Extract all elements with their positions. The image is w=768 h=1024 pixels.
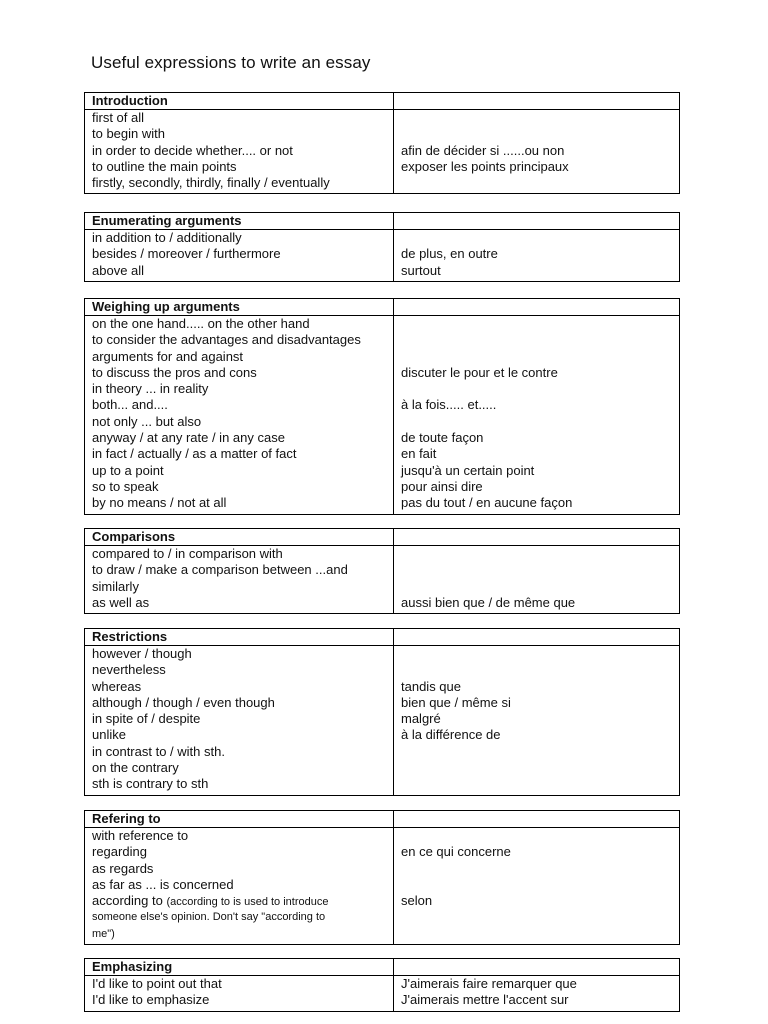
expression-en: as far as ... is concerned bbox=[92, 876, 234, 892]
expression-fr bbox=[401, 926, 679, 942]
expression-en: above all bbox=[92, 262, 145, 278]
section-heading: Introduction bbox=[85, 93, 394, 110]
expression-en: compared to / in comparison with bbox=[92, 546, 283, 561]
expression-fr: surtout bbox=[401, 262, 441, 278]
section-comparisons bbox=[84, 528, 680, 614]
expression-fr bbox=[401, 110, 679, 126]
expression-fr: aussi bien que / de même que bbox=[401, 594, 576, 610]
expression-fr bbox=[401, 744, 679, 760]
expression-fr: discuter le pour et le contre bbox=[401, 364, 558, 380]
expression-en-with-note bbox=[92, 893, 393, 909]
expression-en: anyway / at any rate / in any case bbox=[92, 430, 285, 446]
english-column bbox=[85, 546, 394, 614]
expression-en: according to bbox=[92, 893, 167, 909]
section-restrictions bbox=[84, 628, 680, 796]
french-column bbox=[394, 110, 680, 194]
section-heading: Restrictions bbox=[85, 629, 394, 646]
expression-fr bbox=[401, 776, 679, 792]
expression-fr bbox=[401, 662, 679, 678]
expression-fr: bien que / même si bbox=[401, 694, 511, 710]
usage-note-continued: someone else's opinion. Don't say "according to bbox=[92, 911, 326, 924]
expression-en: by no means / not at all bbox=[92, 495, 227, 511]
expression-fr: pour ainsi dire bbox=[401, 478, 483, 494]
expression-fr: en ce qui concerne bbox=[401, 844, 511, 860]
expression-en: first of all bbox=[92, 110, 145, 125]
usage-note-continued: me") bbox=[92, 927, 115, 940]
french-column bbox=[394, 828, 680, 945]
expression-fr bbox=[401, 562, 679, 578]
expression-en: in contrast to / with sth. bbox=[92, 743, 225, 759]
expression-en: to discuss the pros and cons bbox=[92, 364, 257, 380]
expression-en: I'd like to point out that bbox=[92, 976, 222, 991]
expression-fr bbox=[401, 126, 679, 142]
expression-fr bbox=[401, 760, 679, 776]
expression-en: so to speak bbox=[92, 478, 159, 494]
expression-en: in order to decide whether.... or not bbox=[92, 142, 293, 158]
expression-fr: afin de décider si ......ou non bbox=[401, 142, 565, 158]
expression-fr: en fait bbox=[401, 446, 437, 462]
english-column bbox=[85, 828, 394, 945]
expression-fr: jusqu'à un certain point bbox=[401, 462, 535, 478]
english-column bbox=[85, 230, 394, 282]
expression-en: to consider the advantages and disadvantages bbox=[92, 332, 361, 348]
expression-fr bbox=[401, 546, 679, 562]
expression-en: similarly bbox=[92, 578, 139, 594]
expression-fr bbox=[401, 316, 679, 332]
expression-fr bbox=[401, 646, 679, 662]
expression-en: arguments for and against bbox=[92, 348, 244, 364]
expression-fr bbox=[401, 230, 679, 246]
expression-fr: à la fois..... et..... bbox=[401, 397, 497, 413]
expression-fr: à la différence de bbox=[401, 727, 501, 743]
page-title: Useful expressions to write an essay bbox=[91, 53, 371, 72]
expression-fr bbox=[401, 332, 679, 348]
expression-en: nevertheless bbox=[92, 662, 166, 678]
expression-fr: malgré bbox=[401, 711, 441, 727]
expression-en: besides / moreover / furthermore bbox=[92, 246, 281, 262]
expression-en: unlike bbox=[92, 727, 126, 743]
expression-en: in addition to / additionally bbox=[92, 230, 242, 245]
french-column bbox=[394, 976, 680, 1012]
expression-en: as well as bbox=[92, 594, 150, 610]
expression-fr bbox=[401, 381, 679, 397]
section-emphasizing bbox=[84, 958, 680, 1012]
expression-en: on the contrary bbox=[92, 760, 179, 776]
section-heading: Enumerating arguments bbox=[85, 213, 394, 230]
expression-fr: J'aimerais mettre l'accent sur bbox=[401, 992, 569, 1008]
expression-en: to draw / make a comparison between ...and bbox=[92, 562, 348, 578]
expression-fr: selon bbox=[401, 893, 433, 909]
expression-en: not only ... but also bbox=[92, 413, 202, 429]
expression-en: although / though / even though bbox=[92, 694, 275, 710]
expression-fr: tandis que bbox=[401, 678, 461, 694]
french-column bbox=[394, 316, 680, 515]
section-heading: Refering to bbox=[85, 811, 394, 828]
expression-en: I'd like to emphasize bbox=[92, 992, 210, 1008]
french-column bbox=[394, 230, 680, 282]
section-heading: Comparisons bbox=[85, 529, 394, 546]
expression-fr bbox=[401, 909, 679, 925]
expression-fr: J'aimerais faire remarquer que bbox=[401, 976, 577, 991]
expression-en: whereas bbox=[92, 678, 142, 694]
section-heading: Weighing up arguments bbox=[85, 299, 394, 316]
section-weighing-up-arguments bbox=[84, 298, 680, 515]
english-column bbox=[85, 646, 394, 796]
expression-fr: exposer les points principaux bbox=[401, 158, 569, 174]
expression-en: in spite of / despite bbox=[92, 711, 201, 727]
section-enumerating-arguments bbox=[84, 212, 680, 282]
expression-fr bbox=[401, 861, 679, 877]
english-column bbox=[85, 976, 394, 1012]
expression-en: regarding bbox=[92, 844, 147, 860]
english-column bbox=[85, 110, 394, 194]
french-column bbox=[394, 646, 680, 796]
expression-fr bbox=[401, 828, 679, 844]
expression-en: in fact / actually / as a matter of fact bbox=[92, 446, 297, 462]
section-heading: Emphasizing bbox=[85, 959, 394, 976]
expression-en: to begin with bbox=[92, 126, 165, 142]
expression-en: firstly, secondly, thirdly, finally / eventually bbox=[92, 175, 330, 191]
expression-fr: de plus, en outre bbox=[401, 246, 498, 262]
expression-en: up to a point bbox=[92, 462, 164, 478]
expression-en: both... and.... bbox=[92, 397, 168, 413]
english-column bbox=[85, 316, 394, 515]
section-introduction bbox=[84, 92, 680, 194]
expression-fr bbox=[401, 414, 679, 430]
french-column bbox=[394, 546, 680, 614]
expression-en: sth is contrary to sth bbox=[92, 776, 209, 792]
expression-fr bbox=[401, 349, 679, 365]
expression-en: in theory ... in reality bbox=[92, 381, 209, 397]
expression-fr bbox=[401, 579, 679, 595]
expression-en: on the one hand..... on the other hand bbox=[92, 316, 310, 331]
expression-en: however / though bbox=[92, 646, 192, 661]
expression-en: with reference to bbox=[92, 828, 189, 843]
expression-fr: pas du tout / en aucune façon bbox=[401, 495, 573, 511]
expression-en: to outline the main points bbox=[92, 158, 237, 174]
expression-fr: de toute façon bbox=[401, 430, 484, 446]
expression-fr bbox=[401, 175, 679, 191]
expression-fr bbox=[401, 877, 679, 893]
usage-note: (according to is used to introduce bbox=[166, 896, 329, 909]
section-refering-to bbox=[84, 810, 680, 945]
expression-en: as regards bbox=[92, 860, 154, 876]
